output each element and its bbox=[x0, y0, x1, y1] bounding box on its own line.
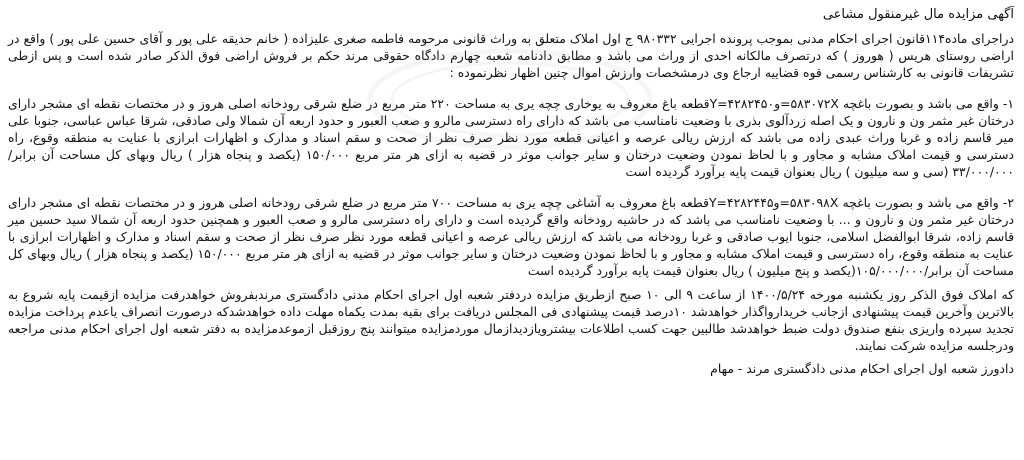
notice-title: آگهی مزایده مال غیرمنقول مشاعی bbox=[822, 7, 1014, 22]
notice-closing: که املاک فوق الذکر روز یکشنبه مورخه ۱۴۰۰/۵/۲۴ از ساعت ۹ الی ۱۰ صبح ازطریق مزایده دردفتر شعبه اول اجرای احکام مدنی دادگستری مرندبفروش خواهدرفت مزایده ازقیمت پایه شروع به بالاترین وآخرین قیمت پیشنهادی ازجانب خریدارواگذار خواهدشد ۱۰درصد قیمت پیشنهادی فی المجلس دریافت برای بقیه بمدت یکماه مهلت داده خواهدشدکه درصورت انصراف یاعدم پرداخت مزایده تجدید سپرده واریزی بنفع صندوق دولت ضبط خواهدشد طالبین جهت کسب اطلاعات بیشترویازدیدازمال موردمزایده میتوانند پنج روزقبل ازموعدمزایده به دفتر شعبه اول اجرای احکام مدنی مراجعه ودرجلسه مزایده شرکت نمایند. bbox=[8, 286, 1015, 354]
notice-item-1: ۱- واقع می باشد و بصورت باغچه ۵۸۳۰۷۲X=وY=۴۲۸۲۴۵۰قطعه باغ معروف به یوخاری چچه یری به مساحت ۲۲۰ متر مربع در ضلع شرقی رودخانه اصلی هروز و در مختصات نقطه ای مشجر دارای درختان غیر مثمر ون و نارون و یک اصله زردآلوی بذری با وضعیت نامناسب می باشد که دارای راه دسترسی مالرو و صعب العبور و حدود اربعه آن شمالا ولی صادقی، شرقا عباس عباسی، جنوبا علی میر قاسم زاده و غربا وراث عبدی زاده می باشد که ارزش ریالی عرصه و اعیانی قطعه مورد نظر صرف نظر از صحت و سقم اسناد و مدارک و اظهارات ابرازی با عنایت به منطقه وقوع، راه دسترسی و قیمت املاک مشابه و مجاور و با لحاظ نمودن وضعیت درختان و سایر جوانب موثر در قضیه به ازای هر متر مربع ۱۵۰/۰۰۰ (یکصد و پنجاه هزار ) ریال وبهای کل مساحت آن برابر/۳۳/۰۰۰/۰۰۰ (سی و سه میلیون ) ریال بعنوان قیمت پایه برآورد گردیده است bbox=[8, 95, 1014, 180]
notice-intro: دراجرای ماده۱۱۴قانون اجرای احکام مدنی بموجب پرونده اجرایی ۹۸۰۳۳۲ ج اول املاک متعلق به وراث قانونی مرحومه فاطمه صغری علیزاده ( خانم حدیقه علی پور و آقای حسین علی پور ) واقع در اراضی روستای هریس ( هوروز ) که درتصرف مالکانه احدی از وراث می باشد و مطابق دادنامه شعبه چهارم دادگاه حقوقی مرند حکم بر فروش اراضی فوق الذکر صادر شده است و پس ازطی تشریفات قانونی به کارشناس رسمی قوه قضاییه ارجاع وی درمشخصات وارزش اموال چنین اظهار نظرنموده : bbox=[8, 31, 1014, 81]
notice-item-2: ۲- واقع می باشد و بصورت باغچه ۵۸۳۰۹۸X=وY=۴۲۸۲۴۴۵قطعه باغ معروف به آشاغی چچه یری به مساحت ۷۰۰ متر مربع در ضلع شرقی رودخانه اصلی هروز و در مختصات نقطه ای مشجر دارای درختان غیر مثمر ون و نارون و ... با وضعیت نامناسب می باشد که در حاشیه رودخانه واقع گردیده است و دارای راه دسترسی مالرو و صعب العبور و همچنین حدود اربعه آن شمالا سید حسین میر قاسم زاده، شرقا ابوالفضل اسلامی، جنوبا ایوب صادقی و غربا رودخانه می باشد که ارزش ریالی عرصه و اعیانی قطعه مورد نظر صرف نظر از صحت و سقم اسناد و مدارک و اظهارات ابرازی با عنایت به منطقه وقوع، راه دسترسی و قیمت املاک مشابه و مجاور و با لحاظ نمودن وضعیت درختان و سایر جوانب موثر در قضیه به ازای هر متر مربع ۱۵۰/۰۰۰ (یکصد و پنجاه هزار ) ریال وبهای کل مساحت آن برابر/۱۰۵/۰۰۰/۰۰۰(یکصد و پنج میلیون ) ریال بعنوان قیمت پایه برآورد گردیده است bbox=[8, 194, 1014, 279]
notice-signature: دادورز شعبه اول اجرای احکام مدنی دادگستری مرند - مهام bbox=[710, 361, 1014, 377]
